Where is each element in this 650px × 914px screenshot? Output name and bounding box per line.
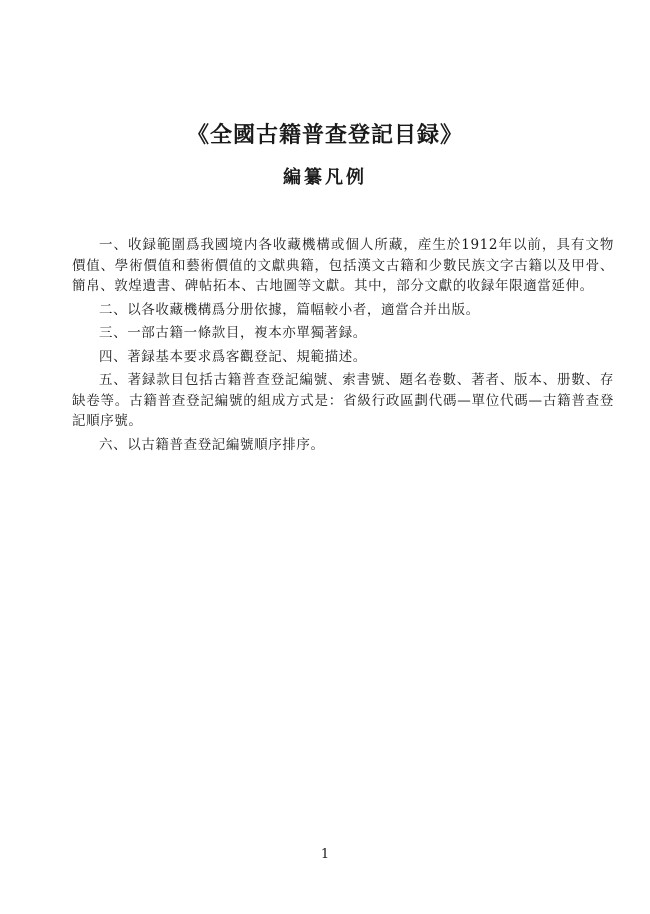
paragraph-3: 三、一部古籍一條款目，複本亦單獨著録。 (99, 325, 367, 341)
paragraph-1: 一、收録範圍爲我國境内各收藏機構或個人所藏，産生於1912年以前，具有文物價值、學術價值和藝術價值的文獻典籍，包括漢文古籍和少數民族文字古籍以及甲骨、簡帛、敦煌遺書、碑帖拓本、古地圖等文獻。其中，部分文獻的收録年限適當延伸。 (72, 237, 614, 294)
page-title: 《全國古籍普查登記目録》 (186, 122, 463, 148)
body-text (72, 235, 614, 458)
paragraph-2: 二、以各收藏機構爲分册依據，篇幅較小者，適當合并出版。 (99, 301, 480, 318)
paragraph-6: 六、以古籍普查登記編號順序排序。 (99, 436, 325, 453)
paragraph-4: 四、著録基本要求爲客觀登記、規範描述。 (99, 348, 367, 365)
section-subtitle: 編纂凡例 (283, 167, 367, 188)
paragraph-5: 五、著録款目包括古籍普查登記編號、索書號、題名卷數、著者、版本、册數、存缺卷等。古籍普查登記編號的組成方式是：省級行政區劃代碼—單位代碼—古籍普查登記順序號。 (72, 372, 614, 429)
page-number: 1 (320, 847, 330, 862)
